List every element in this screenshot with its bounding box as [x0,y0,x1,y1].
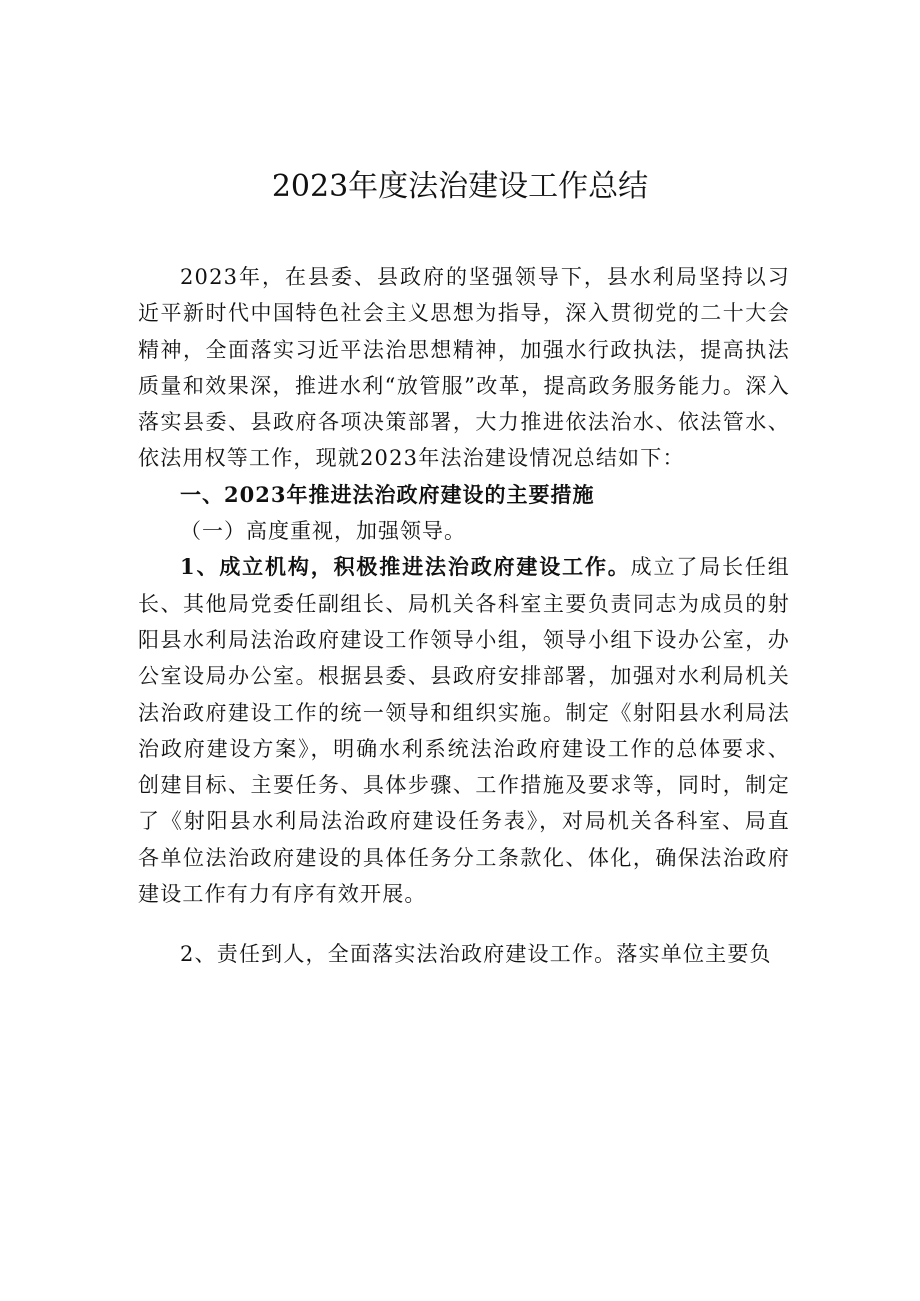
item-1-paragraph [138,549,790,912]
item-1-lead: 1、成立机构，积极推进法治政府建设工作。 [180,554,631,580]
subsection-heading: （一）高度重视，加强领导。 [180,519,466,544]
paragraph-gap [138,912,790,936]
item-1-body: 成立了局长任组长、其他局党委任副组长、局机关各科室主要负责同志为成员的射阳县水利局法治政府建设工作领导小组，领导小组下设办公室，办公室设局办公室。根据县委、县政府安排部署，加强对水利局机关法治政府建设工作的统一领导和组织实施。制定《射阳县水利局法治政府建设方案》，明确水利系统法治政府建设工作的总体要求、创建目标、主要任务、具体步骤、工作措施及要求等，同时，制定了《射阳县水利局法治政府建设任务表》，对局机关各科室、局直各单位法治政府建设的具体任务分工条款化、体化，确保法治政府建设工作有力有序有效开展。 [138,555,790,907]
document-body [138,259,790,973]
document-title: 2023年度法治建设工作总结 [271,169,649,204]
section-heading: 一、2023年推进法治政府建设的主要措施 [180,481,595,507]
intro-paragraph: 2023年，在县委、县政府的坚强领导下，县水利局坚持以习近平新时代中国特色社会主义思想为指导，深入贯彻党的二十大会精神，全面落实习近平法治思想精神，加强水行政执法，提高执法质量和效果深，推进水利“放管服”改革，提高政务服务能力。深入落实县委、县政府各项决策部署，大力推进依法治水、依法管水、依法用权等工作，现就2023年法治建设情况总结如下： [138,265,790,471]
item-2-paragraph: 2、责任到人，全面落实法治政府建设工作。落实单位主要负 [180,942,772,967]
